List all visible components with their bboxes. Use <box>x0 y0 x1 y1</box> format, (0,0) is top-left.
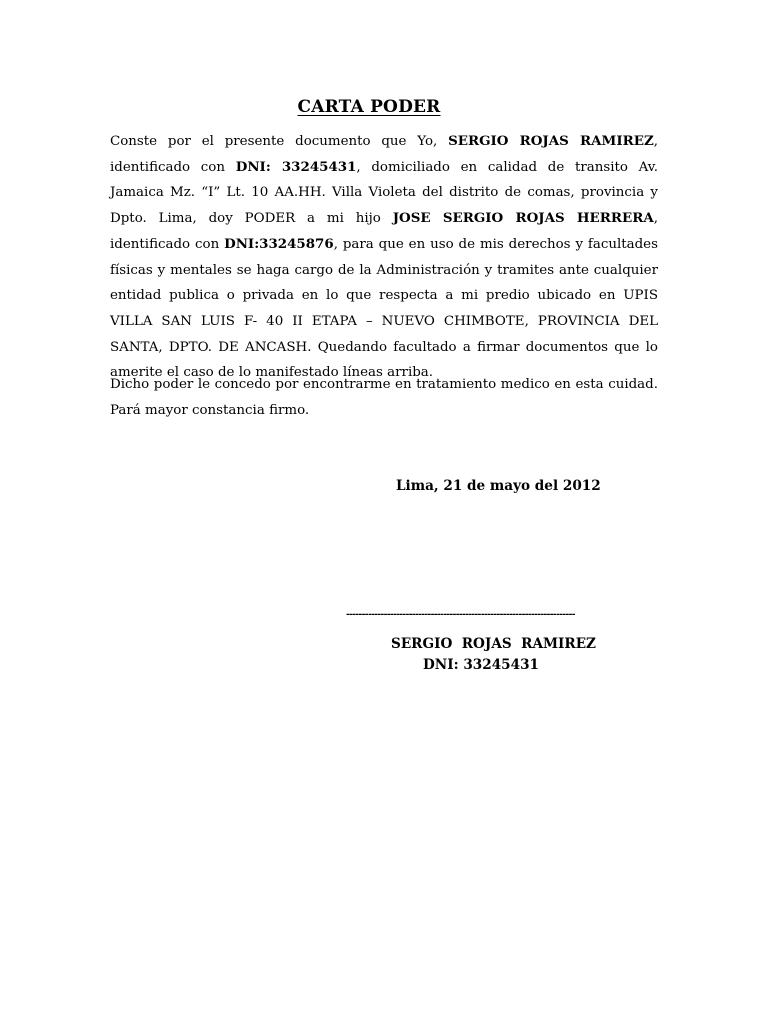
signature-line: ------------------------------------------------------------------------- <box>346 610 575 620</box>
signer-dni: DNI: 33245431 <box>423 657 539 673</box>
document-title: CARTA PODER <box>297 97 441 117</box>
grantee-dni: DNI:33245876 <box>224 235 334 252</box>
paragraph-reason: Dicho poder le concedo por encontrarme en tratamiento medico en esta cuidad. Pará mayor constancia firmo. <box>110 377 658 418</box>
p1-segment: , identificado con <box>110 134 658 175</box>
p1-segment: , para que en uso de mis derechos y facultades físicas y mentales se haga cargo de la Administración y tramites ante cualquier entidad publica o privada en lo que respecta a mi predio ubicado en UPIS VILLA SAN LUIS F- 40 II ETAPA – NUEVO CHIMBOTE, PROVINCIA DEL SANTA, DPTO. DE ANCASH. Quedando facultado a firmar documentos que lo amerite el caso de lo manifestado líneas arriba. <box>110 236 658 381</box>
document-date: Lima, 21 de mayo del 2012 <box>396 478 601 494</box>
grantor-dni: DNI: 33245431 <box>235 158 357 175</box>
signer-name: SERGIO ROJAS RAMIREZ <box>391 636 596 652</box>
grantor-name: SERGIO ROJAS RAMIREZ <box>448 133 654 149</box>
p1-segment: , identificado con <box>110 211 659 252</box>
paragraph-power-grant <box>110 129 658 386</box>
grantee-name: JOSE SERGIO ROJAS HERRERA <box>392 210 654 227</box>
p1-segment: , domiciliado en calidad de transito Av. Jamaica Mz. “I” Lt. 10 AA.HH. Villa Violeta del distrito de comas, provincia y Dpto. Lima, doy PODER a mi hijo <box>110 159 658 227</box>
p1-segment: Conste por el presente documento que Yo, <box>110 134 449 149</box>
